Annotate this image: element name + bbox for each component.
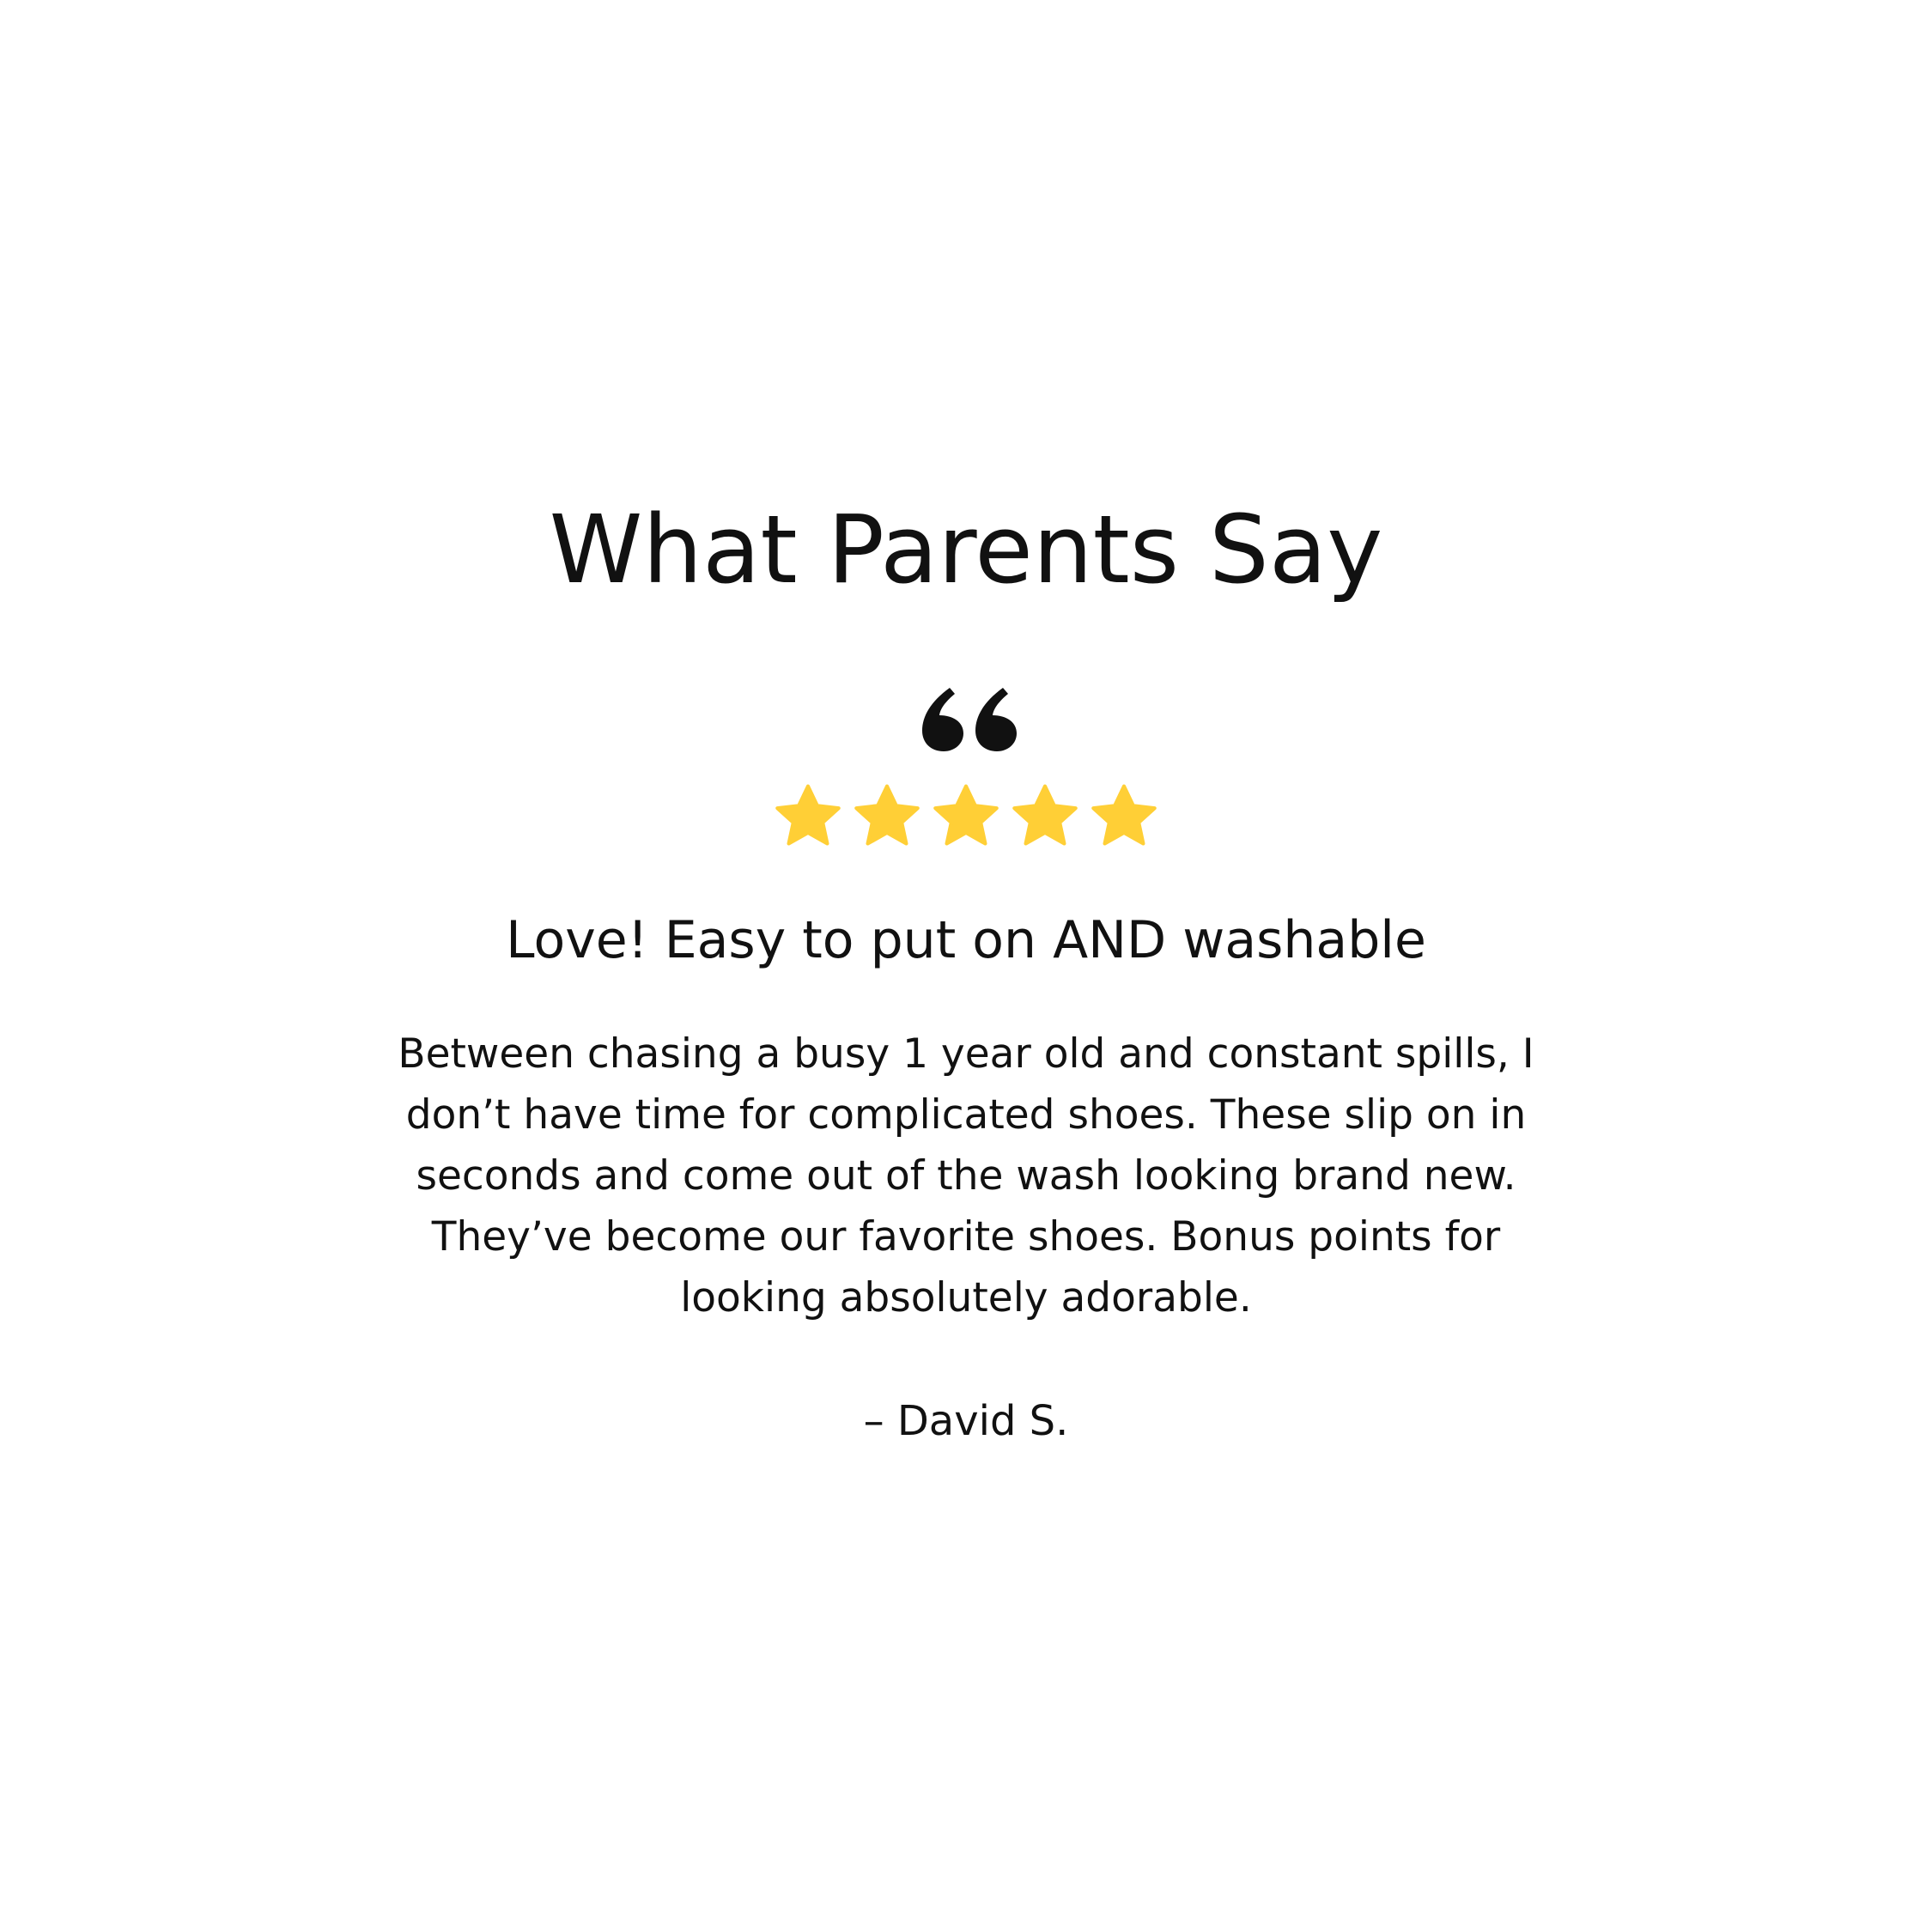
quote-icon — [920, 681, 1018, 751]
star-icon — [930, 781, 1002, 854]
star-rating — [0, 781, 1932, 854]
star-icon — [772, 781, 844, 854]
review-author: – David S. — [863, 1397, 1069, 1445]
review-headline: Love! Easy to put on AND washable — [506, 910, 1426, 970]
section-title: What Parents Say — [549, 495, 1383, 605]
star-icon — [1009, 781, 1081, 854]
star-icon — [851, 781, 923, 854]
star-icon — [1088, 781, 1160, 854]
review-body: Between chasing a busy 1 year old and constant spills, I don’t have time for complicated shoes. These slip on in seconds and come out of the wash looking brand new. They’ve become our favorite shoes. Bonus points for looking absolutely adorable. — [398, 1030, 1534, 1321]
